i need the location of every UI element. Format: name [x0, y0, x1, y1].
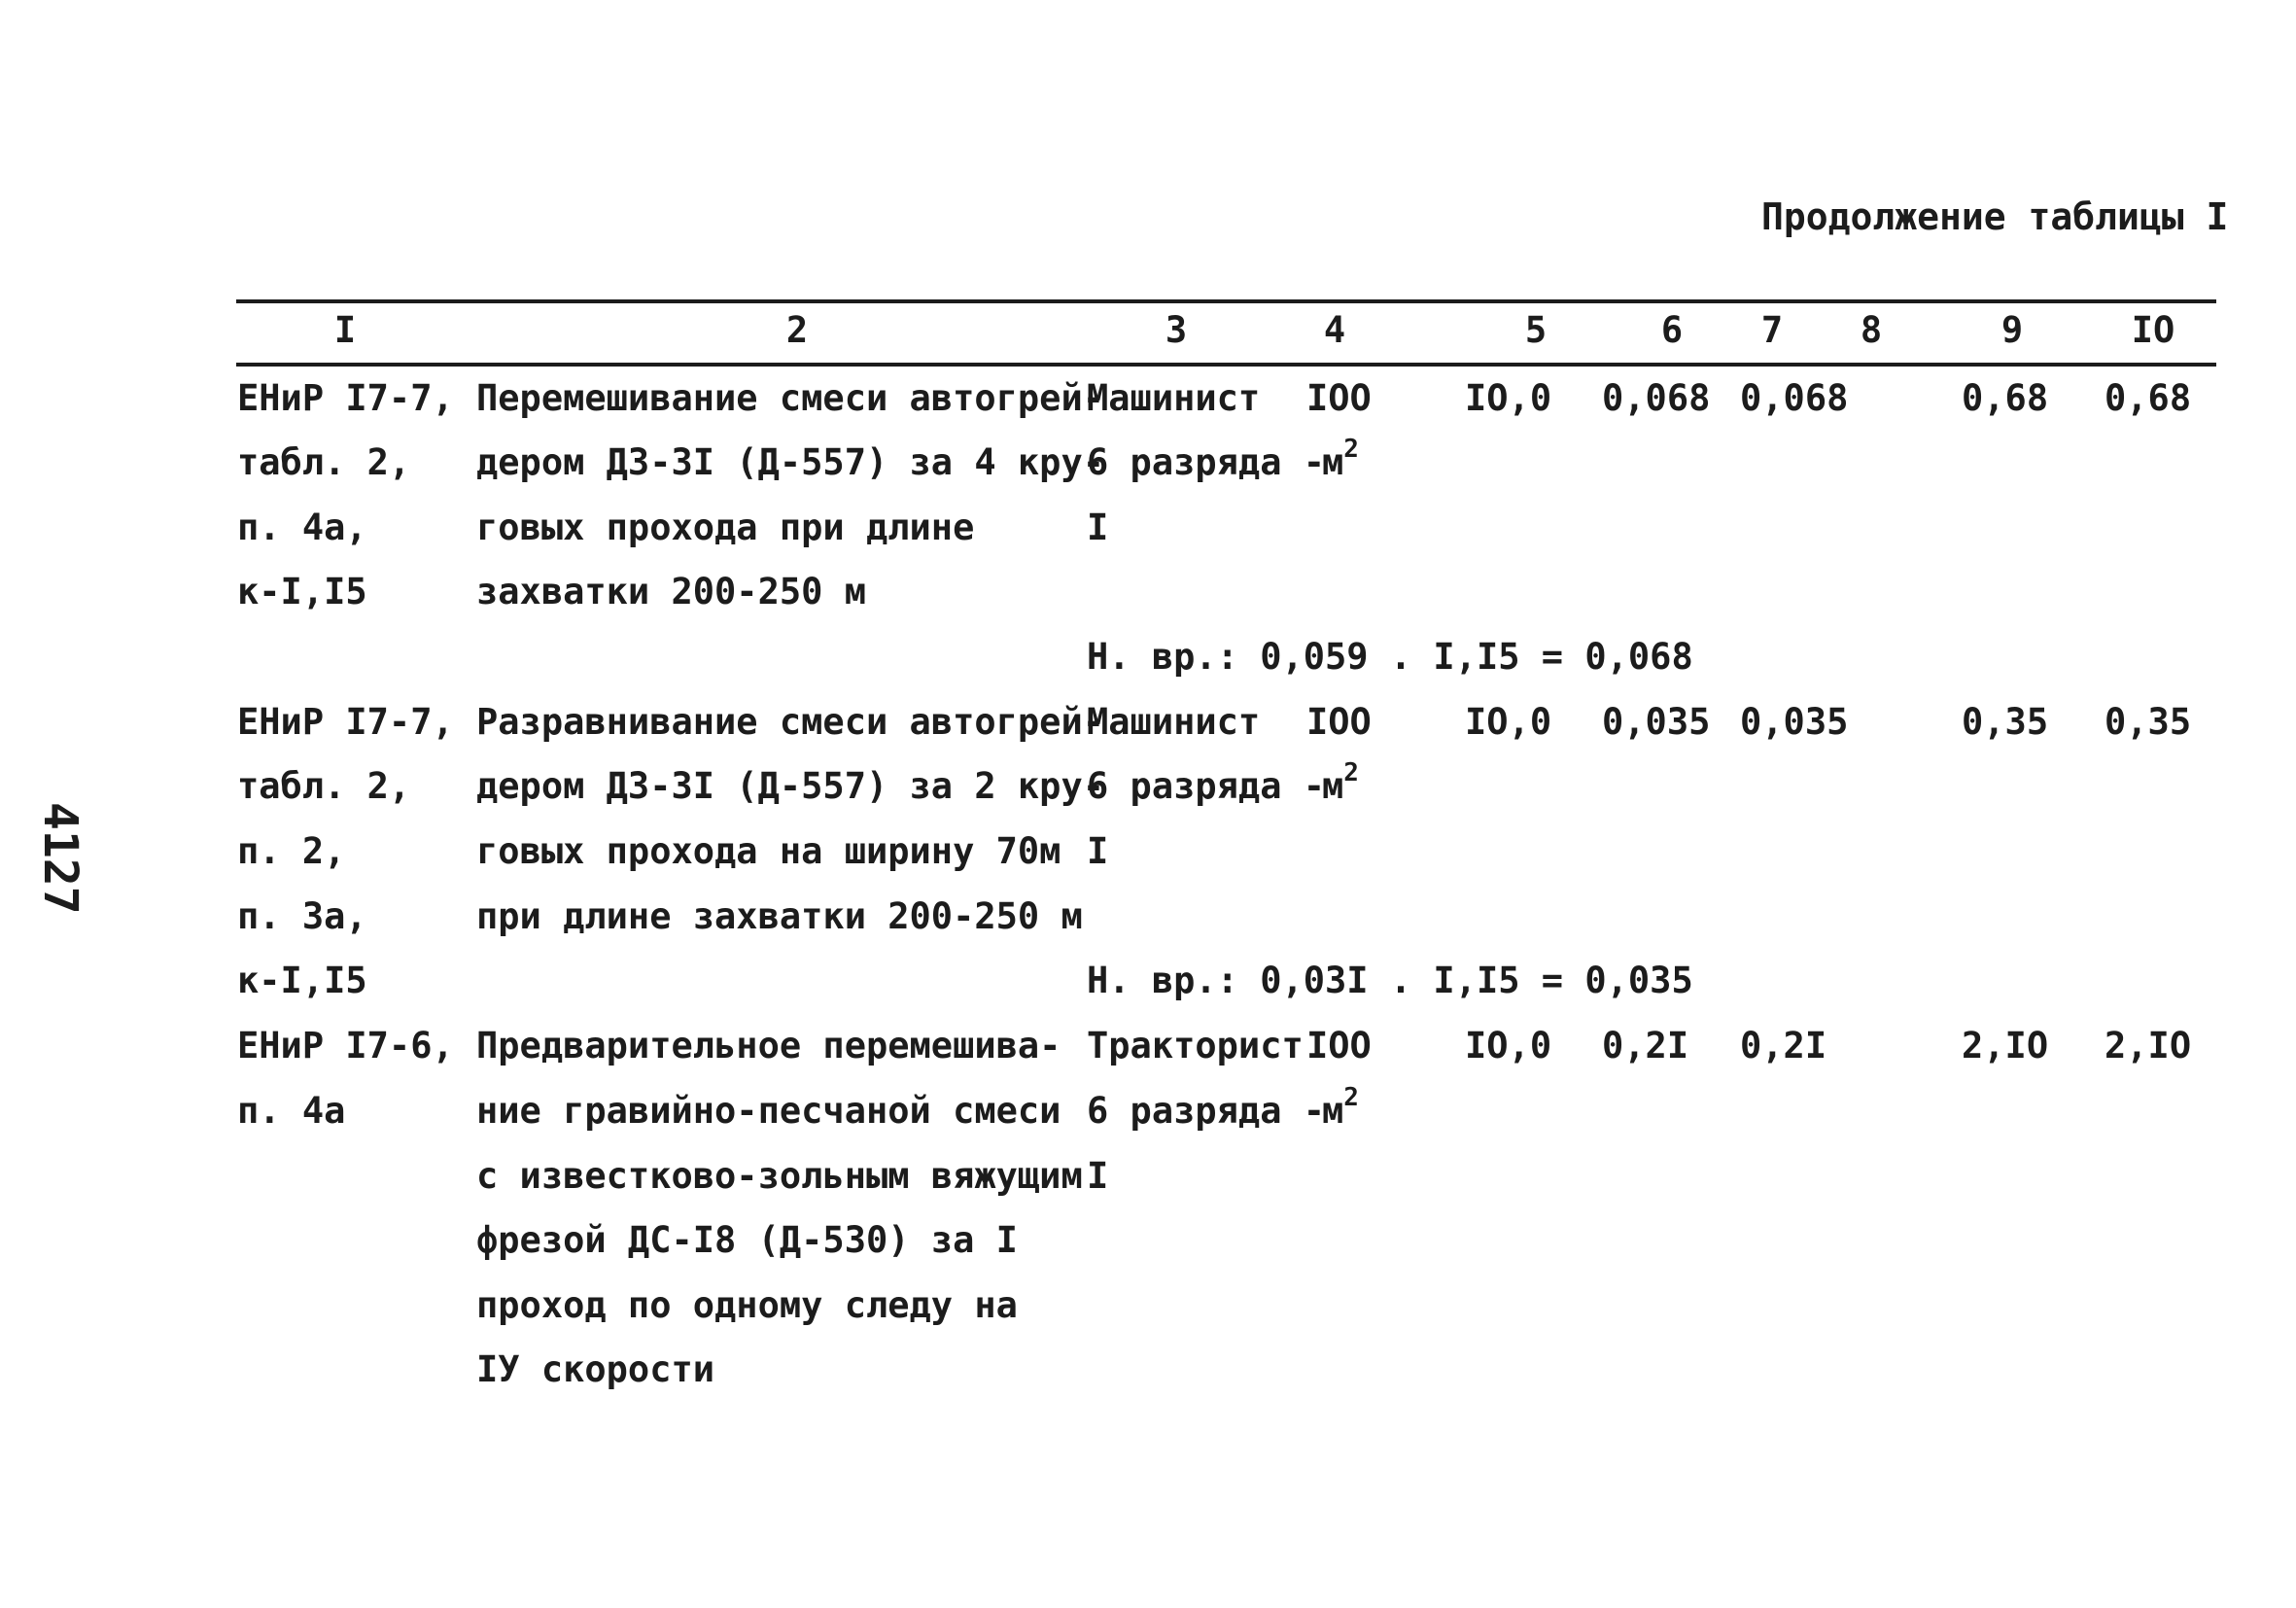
description-line: дером ДЗ-3I (Д-557) за 2 кру- — [476, 765, 1105, 807]
description-line: Перемешивание смеси автогрей- — [476, 377, 1105, 419]
norm-note: Н. вр.: 0,03I . I,I5 = 0,035 — [1087, 960, 1693, 1001]
description-line: дером ДЗ-3I (Д-557) за 4 кру- — [476, 441, 1105, 483]
description-line: ние гравийно-песчаной смеси — [476, 1090, 1061, 1132]
side-page-number: 4127 — [33, 802, 87, 915]
description-line: с известково-зольным вяжущим — [476, 1155, 1083, 1197]
description-line: говых прохода при длине — [476, 507, 975, 548]
value-col9: 0,35 — [1962, 701, 2049, 743]
table-header-rule — [236, 363, 2216, 367]
value-col6: 0,2I — [1602, 1025, 1689, 1066]
description-line: захватки 200-250 м — [476, 571, 866, 612]
value-col6: 0,068 — [1602, 377, 1711, 419]
column-header-4: 4 — [1323, 309, 1346, 351]
column-header-1: I — [333, 309, 357, 351]
value-col7: 0,2I — [1740, 1025, 1827, 1066]
value-col10: 0,68 — [2105, 377, 2192, 419]
unit-symbol: м — [1322, 765, 1344, 807]
source-line: п. 3а, — [237, 895, 367, 937]
value-col7: 0,035 — [1740, 701, 1849, 743]
unit-quantity: IOO — [1306, 377, 1372, 419]
source-line: ЕНиР I7-6, — [237, 1025, 454, 1066]
description-line: говых прохода на ширину 70м — [476, 830, 1061, 872]
unit-exponent: 2 — [1343, 435, 1359, 464]
source-line: п. 2, — [237, 830, 346, 872]
source-line: к-I,I5 — [237, 571, 367, 612]
value-col5: IO,0 — [1465, 701, 1552, 743]
value-col9: 0,68 — [1962, 377, 2049, 419]
value-col9: 2,IO — [1962, 1025, 2049, 1066]
description-line: IУ скорости — [476, 1348, 715, 1390]
unit-quantity: IOO — [1306, 1025, 1372, 1066]
unit-symbol: м — [1322, 1090, 1344, 1132]
worker-line: I — [1087, 830, 1109, 872]
value-col7: 0,068 — [1740, 377, 1849, 419]
unit-measure — [1322, 1083, 1359, 1132]
column-header-2: 2 — [785, 309, 809, 351]
unit-symbol: м — [1322, 441, 1344, 483]
norm-note: Н. вр.: 0,059 . I,I5 = 0,068 — [1087, 636, 1693, 678]
worker-line: Машинист — [1087, 701, 1261, 743]
worker-line: I — [1087, 1155, 1109, 1197]
unit-measure — [1322, 758, 1359, 807]
unit-exponent: 2 — [1343, 758, 1359, 787]
worker-line: Тракторист — [1087, 1025, 1304, 1066]
description-line: Разравнивание смеси автогрей- — [476, 701, 1105, 743]
unit-exponent: 2 — [1343, 1083, 1359, 1112]
description-line: фрезой ДС-I8 (Д-530) за I — [476, 1219, 1018, 1261]
value-col5: IO,0 — [1465, 377, 1552, 419]
continuation-title: Продолжение таблицы I — [1761, 195, 2229, 238]
source-line: табл. 2, — [237, 441, 411, 483]
column-header-3: 3 — [1165, 309, 1188, 351]
column-header-5: 5 — [1524, 309, 1548, 351]
table-top-rule — [236, 299, 2216, 303]
source-line: ЕНиР I7-7, — [237, 377, 454, 419]
source-line: п. 4а, — [237, 507, 367, 548]
value-col6: 0,035 — [1602, 701, 1711, 743]
description-line: при длине захватки 200-250 м — [476, 895, 1083, 937]
value-col10: 2,IO — [2105, 1025, 2192, 1066]
unit-quantity: IOO — [1306, 701, 1372, 743]
source-line: табл. 2, — [237, 765, 411, 807]
unit-measure — [1322, 435, 1359, 483]
worker-line: 6 разряда - — [1087, 441, 1326, 483]
description-line: Предварительное перемешива- — [476, 1025, 1061, 1066]
source-line: п. 4а — [237, 1090, 346, 1132]
column-header-9: 9 — [2000, 309, 2024, 351]
column-header-6: 6 — [1660, 309, 1684, 351]
column-header-7: 7 — [1760, 309, 1784, 351]
worker-line: 6 разряда - — [1087, 765, 1326, 807]
worker-line: Машинист — [1087, 377, 1261, 419]
column-header-10: IO — [2131, 309, 2175, 351]
column-header-8: 8 — [1860, 309, 1883, 351]
worker-line: I — [1087, 507, 1109, 548]
value-col10: 0,35 — [2105, 701, 2192, 743]
worker-line: 6 разряда - — [1087, 1090, 1326, 1132]
description-line: проход по одному следу на — [476, 1284, 1018, 1326]
source-line: к-I,I5 — [237, 960, 367, 1001]
value-col5: IO,0 — [1465, 1025, 1552, 1066]
source-line: ЕНиР I7-7, — [237, 701, 454, 743]
